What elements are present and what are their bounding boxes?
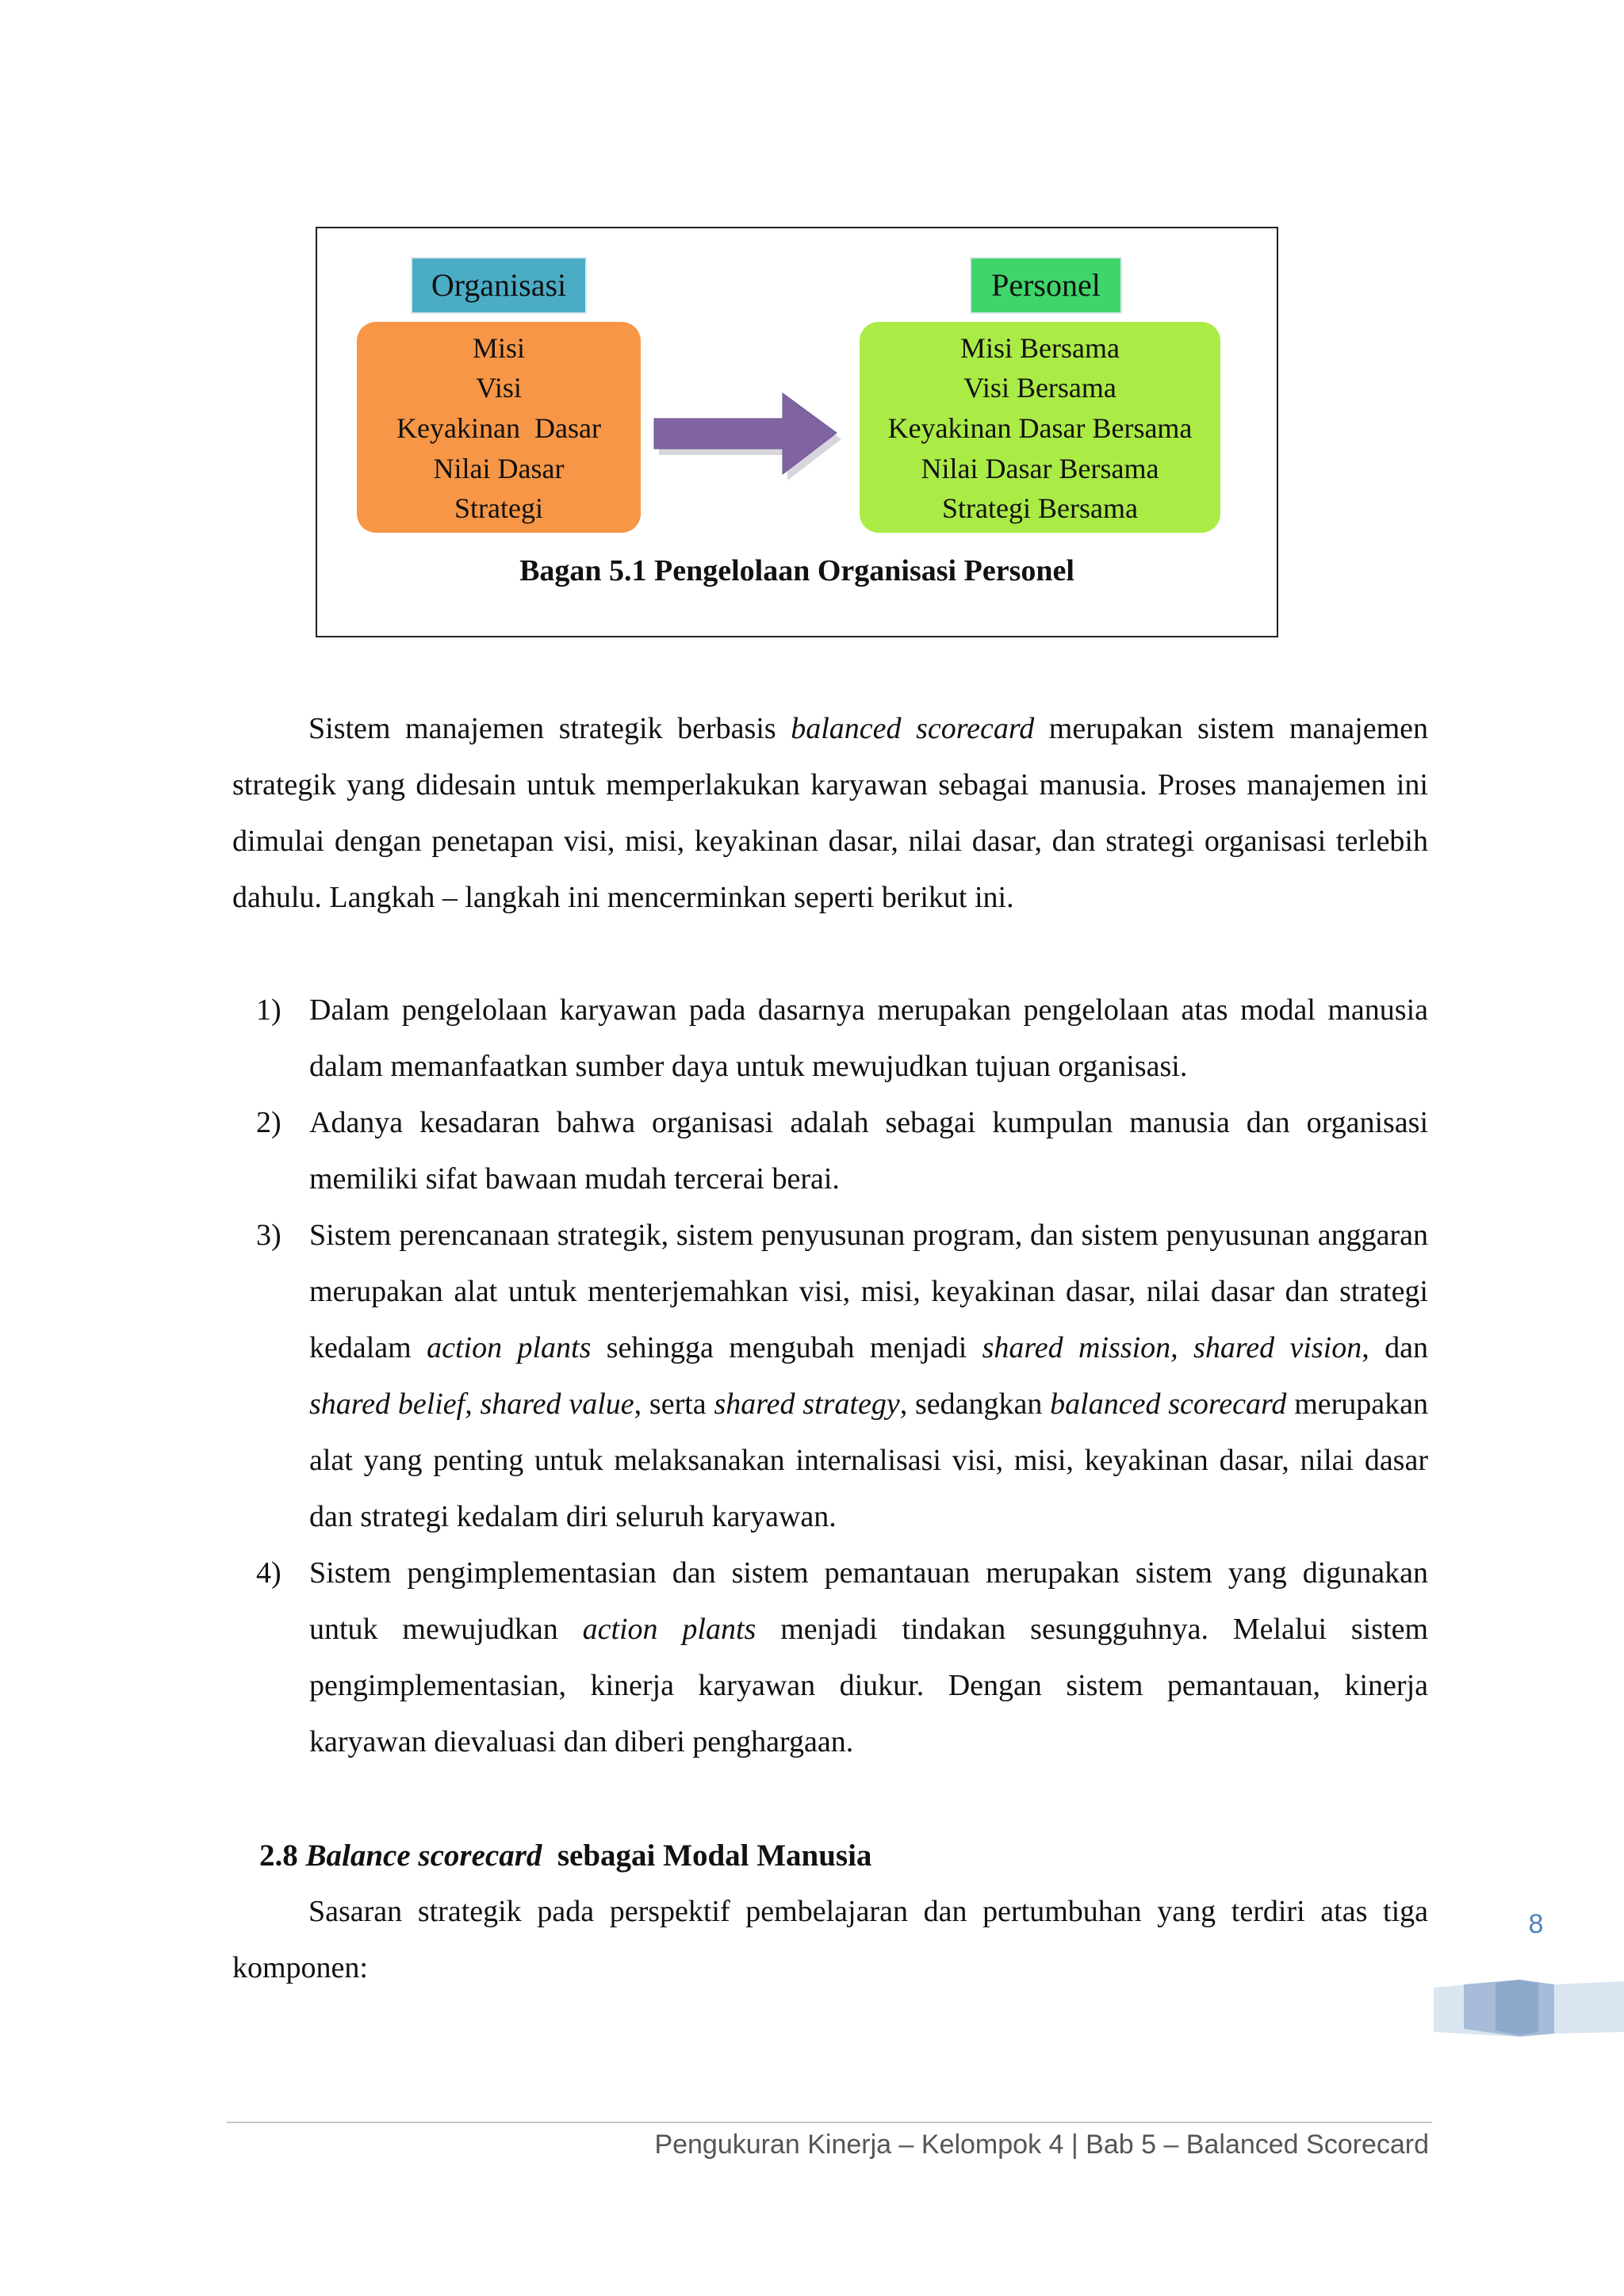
list-number: 2) [256,1106,282,1139]
org-item: Strategi [454,492,543,525]
list-item [232,982,1428,1095]
list-text: Sistem pengimplementasian dan sistem pemantauan merupakan sistem yang digunakan untuk mewujudkan [309,1556,1428,1646]
list-text: menjadi tindakan sesungguhnya. Melalui sistem pengimplementasian, kinerja karyawan diukur. Dengan sistem pemantauan, kinerja karyawan dievaluasi dan diberi penghargaan. [309,1613,1428,1758]
list-emphasis: action plants [582,1613,756,1646]
organisasi-label: Organisasi [411,257,587,314]
diagram-figure [316,227,1278,637]
page-footer: Pengukuran Kinerja – Kelompok 4 | Bab 5 – Balanced Scorecard [654,2130,1429,2160]
org-item: Nilai Dasar [433,452,565,484]
organisasi-box [357,322,641,533]
section-heading [259,1827,871,1884]
section-title-emphasis: Balance scorecard [305,1839,542,1873]
list-emphasis: balanced scorecard [1050,1387,1287,1421]
section-title-rest: sebagai Modal Manusia [542,1839,872,1873]
list-text: , dan [1362,1331,1428,1364]
intro-paragraph [232,701,1428,926]
list-text: Dalam pengelolaan karyawan pada dasarnya merupakan pengelolaan atas modal manusia dalam memanfaatkan sumber daya untuk mewujudkan tujuan organisasi. [309,993,1428,1083]
org-item: Misi [472,331,526,364]
personel-item: Nilai Dasar Bersama [921,452,1159,484]
list-emphasis: shared mission, shared vision [982,1331,1362,1364]
page-number: 8 [1528,1909,1544,1939]
section-paragraph [232,1884,1428,1996]
personel-item: Strategi Bersama [942,492,1138,525]
list-item [232,1545,1428,1770]
personel-label: Personel [970,257,1122,314]
list-item [232,1207,1428,1545]
intro-text-1: Sistem manajemen strategik berbasis [308,712,791,745]
list-emphasis: shared strategy [714,1387,900,1421]
right-arrow-icon [646,371,852,490]
list-item [232,1095,1428,1207]
list-emphasis: shared belief, shared value [309,1387,634,1421]
page-corner-decoration [1434,1976,1624,2037]
list-number: 4) [256,1556,282,1590]
list-text: , sedangkan [899,1387,1051,1421]
list-text: Adanya kesadaran bahwa organisasi adalah sebagai kumpulan manusia dan organisasi memiliki sifat bawaan mudah tercerai berai. [309,1106,1428,1196]
list-text: , serta [634,1387,714,1421]
org-item: Keyakinan Dasar [396,411,601,444]
list-number: 1) [256,993,282,1027]
personel-item: Misi Bersama [960,331,1120,364]
intro-text-2: merupakan sistem manajemen strategik yang didesain untuk memperlakukan karyawan sebagai manusia. Proses manajemen ini dimulai dengan penetapan visi, misi, keyakinan dasar, nilai dasar, dan strategi organisasi terlebih dahulu. Langkah – langkah ini mencerminkan seperti berikut ini. [232,712,1428,914]
section-number: 2.8 [259,1839,306,1873]
personel-item: Keyakinan Dasar Bersama [887,411,1193,444]
list-emphasis: action plants [427,1331,592,1364]
org-item: Visi [476,372,522,404]
personel-item: Visi Bersama [963,372,1116,404]
list-text: Sistem perencanaan strategik, sistem penyusunan program, dan sistem penyusunan anggaran merupakan alat untuk menterjemahkan visi, misi, keyakinan dasar, nilai dasar dan strategi kedalam [309,1219,1428,1364]
list-number: 3) [256,1219,282,1252]
section-paragraph-text: Sasaran strategik pada perspektif pembelajaran dan pertumbuhan yang terdiri atas tiga komponen: [232,1895,1428,1984]
list-text: merupakan alat yang penting untuk melaksanakan internalisasi visi, misi, keyakinan dasar, nilai dasar dan strategi kedalam diri seluruh karyawan. [309,1387,1429,1533]
steps-list [232,982,1428,1770]
list-text: sehingga mengubah menjadi [591,1331,982,1364]
footer-divider [227,2122,1432,2123]
figure-caption: Bagan 5.1 Pengelolaan Organisasi Personel [519,554,1074,587]
intro-emphasis: balanced scorecard [791,712,1035,745]
personel-box [860,322,1220,533]
